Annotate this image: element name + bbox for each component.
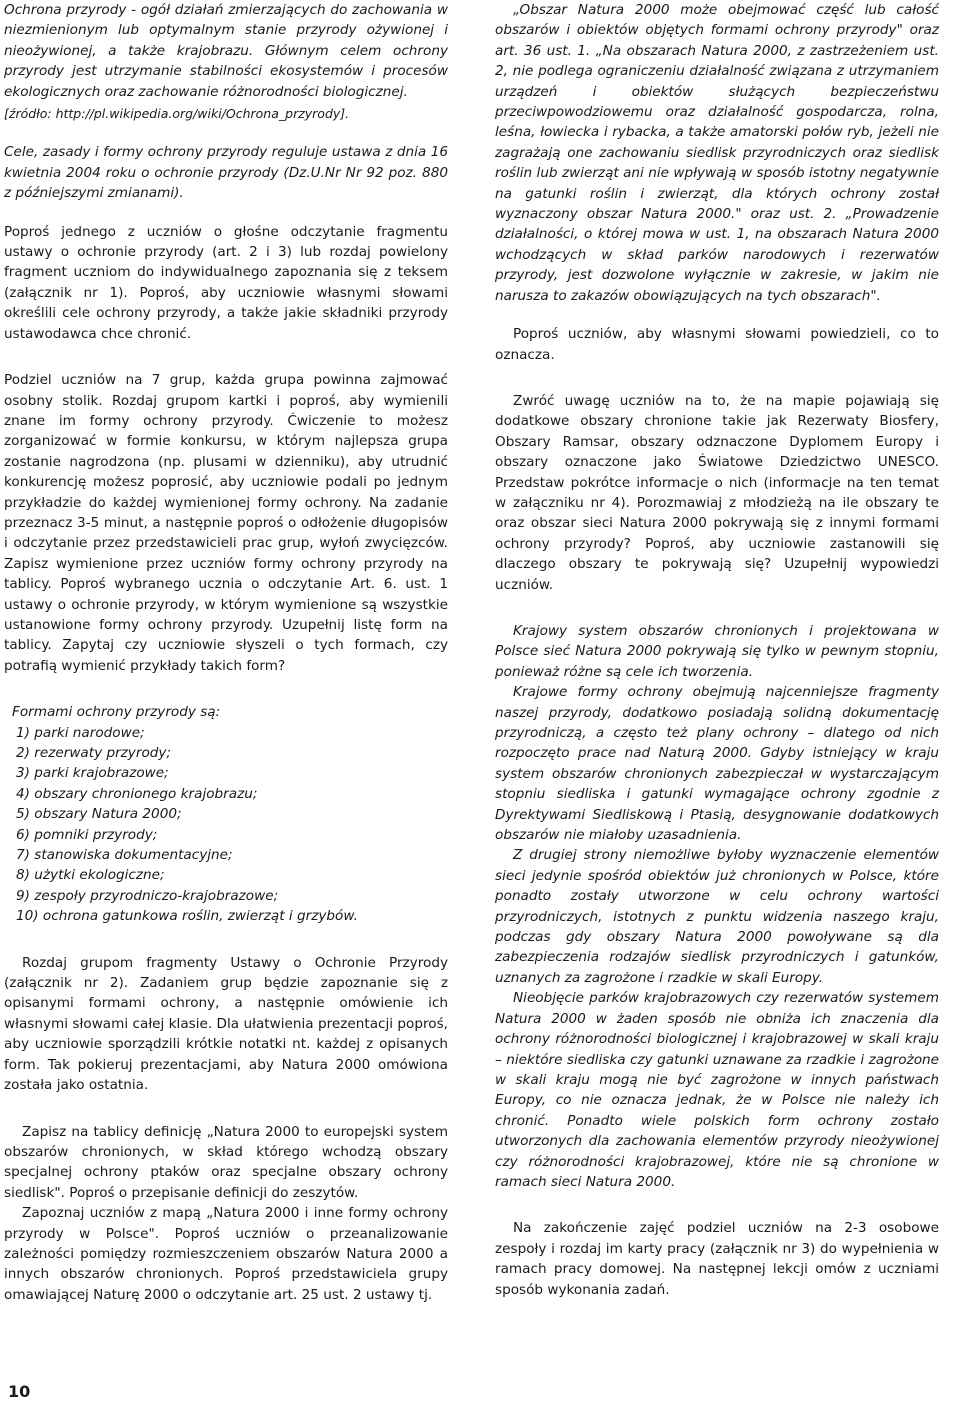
info-paragraph-3: Z drugiej strony niemożliwe byłoby wyznaczenie elementów sieci jedynie spośród obiektów już chronionych w Polsce, które ponadto zostały utworzone w celu ochrony wartości przyrodniczych, istotnych z punktu widzenia naszego kraju, podczas gdy obszary Natura 2000 powoływane są dla zabezpieczenia rodzajów siedlisk przyrodniczych i gatunków, uznanych za zagrożone i rzadkie w skali Europy. — [495, 847, 939, 986]
intro-definition: Ochrona przyrody - ogół działań zmierzających do zachowania w niezmienionym lub optymalnym stanie przyrody ożywionej i nieożywionej, a także krajobrazu. Głównym celem ochrony przyrody jest utrzymanie stabilności ekosystemów i procesów ekologicznych oraz zachowanie różnorodności biologicznej. — [4, 2, 448, 100]
info-paragraph-2: Krajowe formy ochrony obejmują najcenniejsze fragmenty naszej przyrody, dodatkowo posiadają solidną dokumentację przyrodniczą, a często też plany ochrony – dlatego od nich rozpoczęto prace nad Naturą 2000. Gdyby istniejący w kraju system obszarów chronionych zabezpieczał w wystarczającym stopniu siedliska i gatunki wymagające ochrony zgodnie z Dyrektywami Siedliskową i Ptasią, desygnowanie dodatkowych obszarów nie miałoby uzasadnienia. — [495, 684, 939, 844]
list-item: 3) parki krajobrazowe; — [16, 765, 169, 782]
paragraph-group-task: Podziel uczniów na 7 grup, każda grupa powinna zajmować osobny stolik. Rozdaj grupom kartki i poproś, aby wymienili znane im formy ochrony przyrody. Ćwiczenie to możesz zorganizować w formie konkursu, w którym najlepsza grupa zostanie nagrodzona (np. plusami w dzienniku), aby utrudnić konkurencję możesz poprosić, aby uczniowie podali po jednym przykładzie do każdej wymienionej formy ochrony. Na zadanie przeznacz 3-5 minut, a następnie poproś o odłożenie długopisów i odczytanie przez przedstawicieli prac grup, wyłoń zwycięzców. Zapisz wymienione przez uczniów formy ochrony przyrody na tablicy. Poproś wybranego ucznia o odczytanie Art. 6. ust. 1 ustawy o ochronie przyrody, w którym wymienione są wszystkie ustanowione formy ochrony przyrody. Uzupełnij listę form na tablicy. Zapytaj czy uczniowie słyszeli o tych formach, czy potrafią wymienić przykłady takich form? — [4, 372, 448, 674]
list-item: 5) obszary Natura 2000; — [16, 806, 182, 823]
left-column — [4, 0, 448, 1305]
forms-list-block — [4, 702, 448, 926]
list-item: 1) parki narodowe; — [16, 724, 145, 741]
info-paragraph-4: Nieobjęcie parków krajobrazowych czy rezerwatów systemem Natura 2000 w żaden sposób nie obniża ich znaczenia dla ochrony różnorodności biologicznej i krajobrazowej w skali kraju – niektóre siedliska czy gatunki uznawane za rzadkie i zagrożone w skali kraju mogą nie być zagrożone w innych państwach Europy, co nie oznacza jednak, że w Polsce nie należy ich chronić. Ponadto wiele polskich form ochrony zostało utworzonych dla zachowania elementów przyrody nieożywionej czy różnorodności krajobrazowej, które nie są chronione w ramach sieci Natura 2000. — [495, 990, 939, 1190]
paragraph-map-task: Zapoznaj uczniów z mapą „Natura 2000 i inne formy ochrony przyrody w Polsce". Poproś uczniów o przeanalizowanie zależności pomiędzy rozmieszczeniem obszarów Natura 2000 a innych obszarów chronionych. Poproś przedstawiciela grupy omawiającej Naturę 2000 o odczytanie art. 25 ust. 2 ustawy tj. — [4, 1205, 448, 1303]
paragraph-map-areas: Zwróć uwagę uczniów na to, że na mapie pojawiają się dodatkowe obszary chronione takie jak Rezerwaty Biosfery, Obszary Ramsar, obszary odznaczone Dyplomem Europy i obszary oznaczone jako Światowe Dziedzictwo UNESCO. Przedstaw pokrótce informacje o nich (informacje na ten temat w załączniku nr 4). Porozmawiaj z młodzieżą na ile obszary te oraz obszar sieci Natura 2000 pokrywają się z innymi formami ochrony przyrody? Poproś, aby uczniowie zastanowili się dlaczego obszary te pokrywają się? Uzupełnij wypowiedzi uczniów. — [495, 392, 939, 593]
list-item: 6) pomniki przyrody; — [16, 826, 158, 843]
right-column — [495, 0, 939, 1300]
list-item: 7) stanowiska dokumentacyjne; — [16, 847, 233, 864]
list-item: 4) obszary chronionego krajobrazu; — [16, 785, 258, 802]
list-item: 10) ochrona gatunkowa roślin, zwierząt i grzybów. — [16, 908, 358, 925]
forms-list-title: Formami ochrony przyrody są: — [12, 704, 221, 721]
source-citation: [źródło: http://pl.wikipedia.org/wiki/Ochrona_przyrody]. — [4, 106, 350, 122]
paragraph-fragments-task: Rozdaj grupom fragmenty Ustawy o Ochronie Przyrody (załącznik nr 2). Zadaniem grup będzie zapoznanie się z opisanymi formami ochrony, a następnie omówienie ich własnymi słowami całej klasie. Dla ułatwienia prezentacji poproś, aby uczniowie sporządzili krótkie notatki nt. każdej z opisanych form. Tak pokieruj prezentacjami, aby Natura 2000 omówiona została jako ostatnia. — [4, 954, 448, 1094]
page-number: 10 — [8, 1382, 31, 1401]
law-quote: „Obszar Natura 2000 może obejmować część lub całość obszarów i obiektów objętych formami ochrony przyrody" oraz art. 36 ust. 1. „Na obszarach Natura 2000, z zastrzeżeniem ust. 2, nie podlega ograniczeniu działalność związana z utrzymaniem urządzeń i obiektów służących bezpieczeństwu przeciwpowodziowemu oraz działalność gospodarcza, rolna, leśna, łowiecka i rybacka, a także amatorski połów ryb, jeżeli nie zagrażają one zachowaniu siedlisk przyrodniczych oraz siedlisk roślin lub zwierząt ani nie wpływają w sposób istotny negatywnie na gatunki roślin i zwierząt, dla których ochrony został wyznaczony obszar Natura 2000." oraz ust. 2. „Prowadzenie działalności, o której mowa w ust. 1, na obszarach Natura 2000 wchodzących w skład parków narodowych i rezerwatów przyrody, jest dozwolone wyłącznie w zakresie, w jakim nie narusza to zakazów obowiązujących na tych obszarach". — [495, 2, 939, 304]
paragraph-explain-task: Poproś uczniów, aby własnymi słowami powiedzieli, co to oznacza. — [495, 326, 939, 363]
list-item: 8) użytki ekologiczne; — [16, 867, 165, 884]
paragraph-homework: Na zakończenie zajęć podziel uczniów na 2-3 osobowe zespoły i rozdaj im karty pracy (załącznik nr 3) do wypełnienia w ramach pracy domowej. Na następnej lekcji omów z uczniami sposób wykonania zadań. — [495, 1220, 939, 1298]
list-item: 2) rezerwaty przyrody; — [16, 745, 172, 761]
info-paragraph-1: Krajowy system obszarów chronionych i projektowana w Polsce sieć Natura 2000 pokrywają się tylko w pewnym stopniu, ponieważ różne są cele ich tworzenia. — [495, 622, 939, 680]
law-reference: Cele, zasady i formy ochrony przyrody reguluje ustawa z dnia 16 kwietnia 2004 roku o ochronie przyrody (Dz.U.Nr Nr 92 poz. 880 z późniejszymi zmianami). — [4, 144, 448, 202]
paragraph-reading-task: Poproś jednego z uczniów o głośne odczytanie fragmentu ustawy o ochronie przyrody (art. 2 i 3) lub rozdaj powielony fragment uczniom do indywidualnego zapoznania się z teksem (załącznik nr 1). Poproś, aby uczniowie własnymi słowami określili cele ochrony przyrody, a także jakie składniki przyrody ustawodawca chce chronić. — [4, 223, 448, 342]
paragraph-definition-task: Zapisz na tablicy definicję „Natura 2000 to europejski system obszarów chronionych, w skład którego wchodzą obszary specjalnej ochrony ptaków oraz specjalne obszary ochrony siedlisk". Poproś o przepisanie definicji do zeszytów. — [4, 1123, 448, 1201]
list-item: 9) zespoły przyrodniczo-krajobrazowe; — [16, 887, 279, 904]
forms-list — [4, 723, 448, 927]
